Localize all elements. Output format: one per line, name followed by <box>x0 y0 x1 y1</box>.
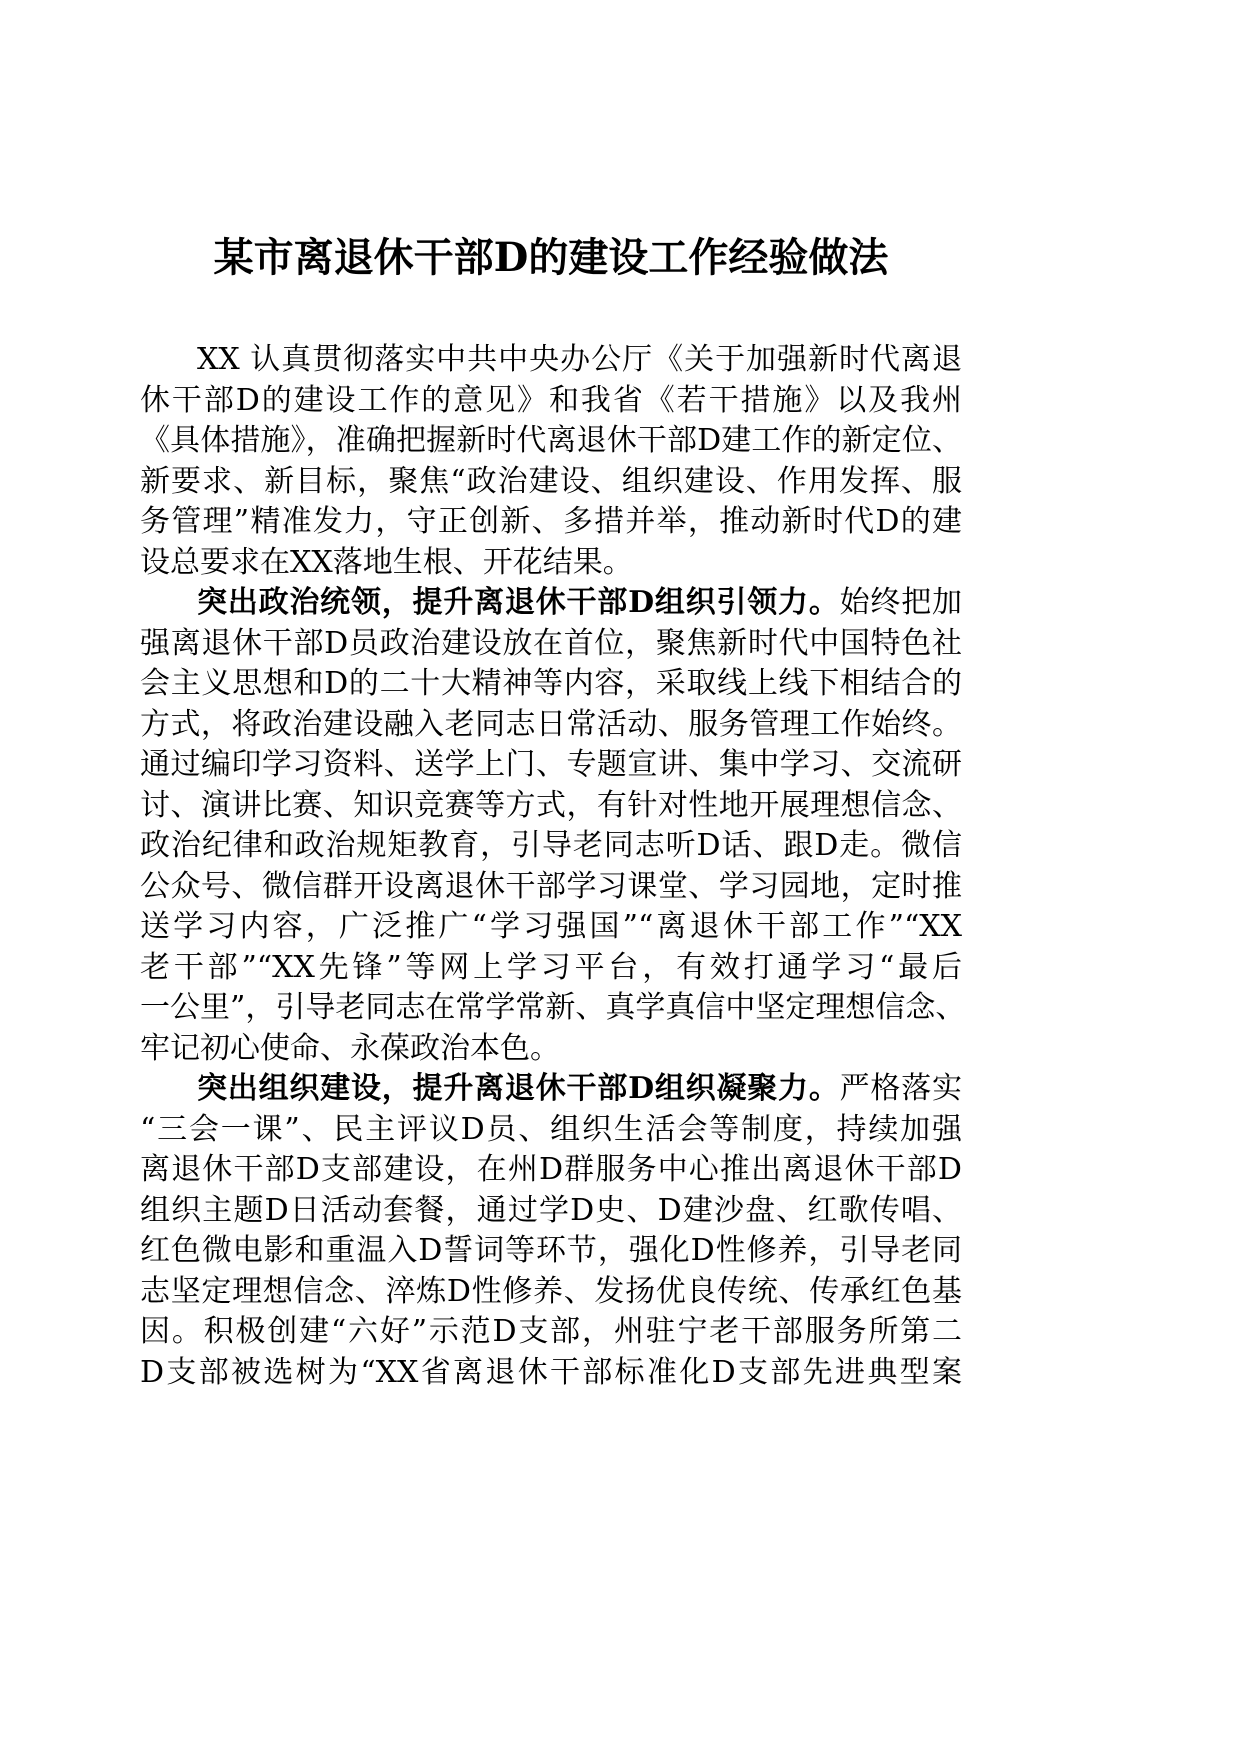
text-line <box>140 1069 962 1110</box>
paragraph-heading: 突出政治统领，提升离退休干部D组织引领力。 <box>197 585 840 620</box>
text-line: 务管理”精准发力，守正创新、多措并举，推动新时代D的建 <box>140 504 962 539</box>
text-line: 离退休干部D支部建设，在州D群服务中心推出离退休干部D <box>140 1152 962 1187</box>
document-body <box>140 340 966 1393</box>
text-line: D支部被选树为“XX省离退休干部标准化D支部先进典型案 <box>140 1354 962 1390</box>
text-line <box>140 583 962 624</box>
text-line: 公众号、微信群开设离退休干部学习课堂、学习园地，定时推 <box>140 868 962 904</box>
text-run: 严格落实 <box>839 1071 963 1106</box>
text-run: 始终把加 <box>839 585 963 620</box>
text-line: 一公里”，引导老同志在常学常新、真学真信中坚定理想信念、 <box>140 990 966 1025</box>
text-line: 志坚定理想信念、淬炼D性修养、发扬优良传统、传承红色基 <box>140 1273 962 1309</box>
text-line: XX 认真贯彻落实中共中央办公厅《关于加强新时代离退 <box>197 342 962 377</box>
text-line: 红色微电影和重温入D誓词等环节，强化D性修养，引导老同 <box>140 1233 962 1268</box>
text-line: 讨、演讲比赛、知识竞赛等方式，有针对性地开展理想信念、 <box>140 787 962 823</box>
text-line: 组织主题D日活动套餐，通过学D史、D建沙盘、红歌传唱、 <box>140 1192 962 1228</box>
text-line: 通过编印学习资料、送学上门、专题宣讲、集中学习、交流研 <box>140 747 962 782</box>
paragraph-political-leadership <box>140 583 966 1069</box>
document-title: 某市离退休干部D的建设工作经验做法 <box>213 234 889 281</box>
text-line: 因。积极创建“六好”示范D支部，州驻宁老干部服务所第二 <box>140 1314 962 1349</box>
paragraph-intro <box>140 340 962 583</box>
text-line: “三会一课”、民主评议D员、组织生活会等制度，持续加强 <box>140 1111 962 1147</box>
text-line: 老干部”“XX先锋”等网上学习平台，有效打通学习“最后 <box>140 949 962 985</box>
text-line: 《具体措施》，准确把握新时代离退休干部D建工作的新定位、 <box>140 423 962 458</box>
text-line: 休干部D的建设工作的意见》和我省《若干措施》以及我州 <box>140 382 962 418</box>
text-line: 送学习内容，广泛推广“学习强国”“离退休干部工作”“XX <box>140 909 962 944</box>
text-line: 牢记初心使命、永葆政治本色。 <box>140 1030 560 1066</box>
text-line: 设总要求在XX落地生根、开花结果。 <box>140 544 633 580</box>
text-line: 新要求、新目标，聚焦“政治建设、组织建设、作用发挥、服 <box>140 463 962 499</box>
text-line: 方式，将政治建设融入老同志日常活动、服务管理工作始终。 <box>140 706 962 742</box>
text-line: 政治纪律和政治规矩教育，引导老同志听D话、跟D走。微信 <box>140 828 962 863</box>
text-line: 强离退休干部D员政治建设放在首位，聚焦新时代中国特色社 <box>140 625 962 661</box>
paragraph-organization-building <box>140 1069 962 1393</box>
paragraph-heading: 突出组织建设，提升离退休干部D组织凝聚力。 <box>197 1071 840 1106</box>
text-line: 会主义思想和D的二十大精神等内容，采取线上线下相结合的 <box>140 666 962 701</box>
